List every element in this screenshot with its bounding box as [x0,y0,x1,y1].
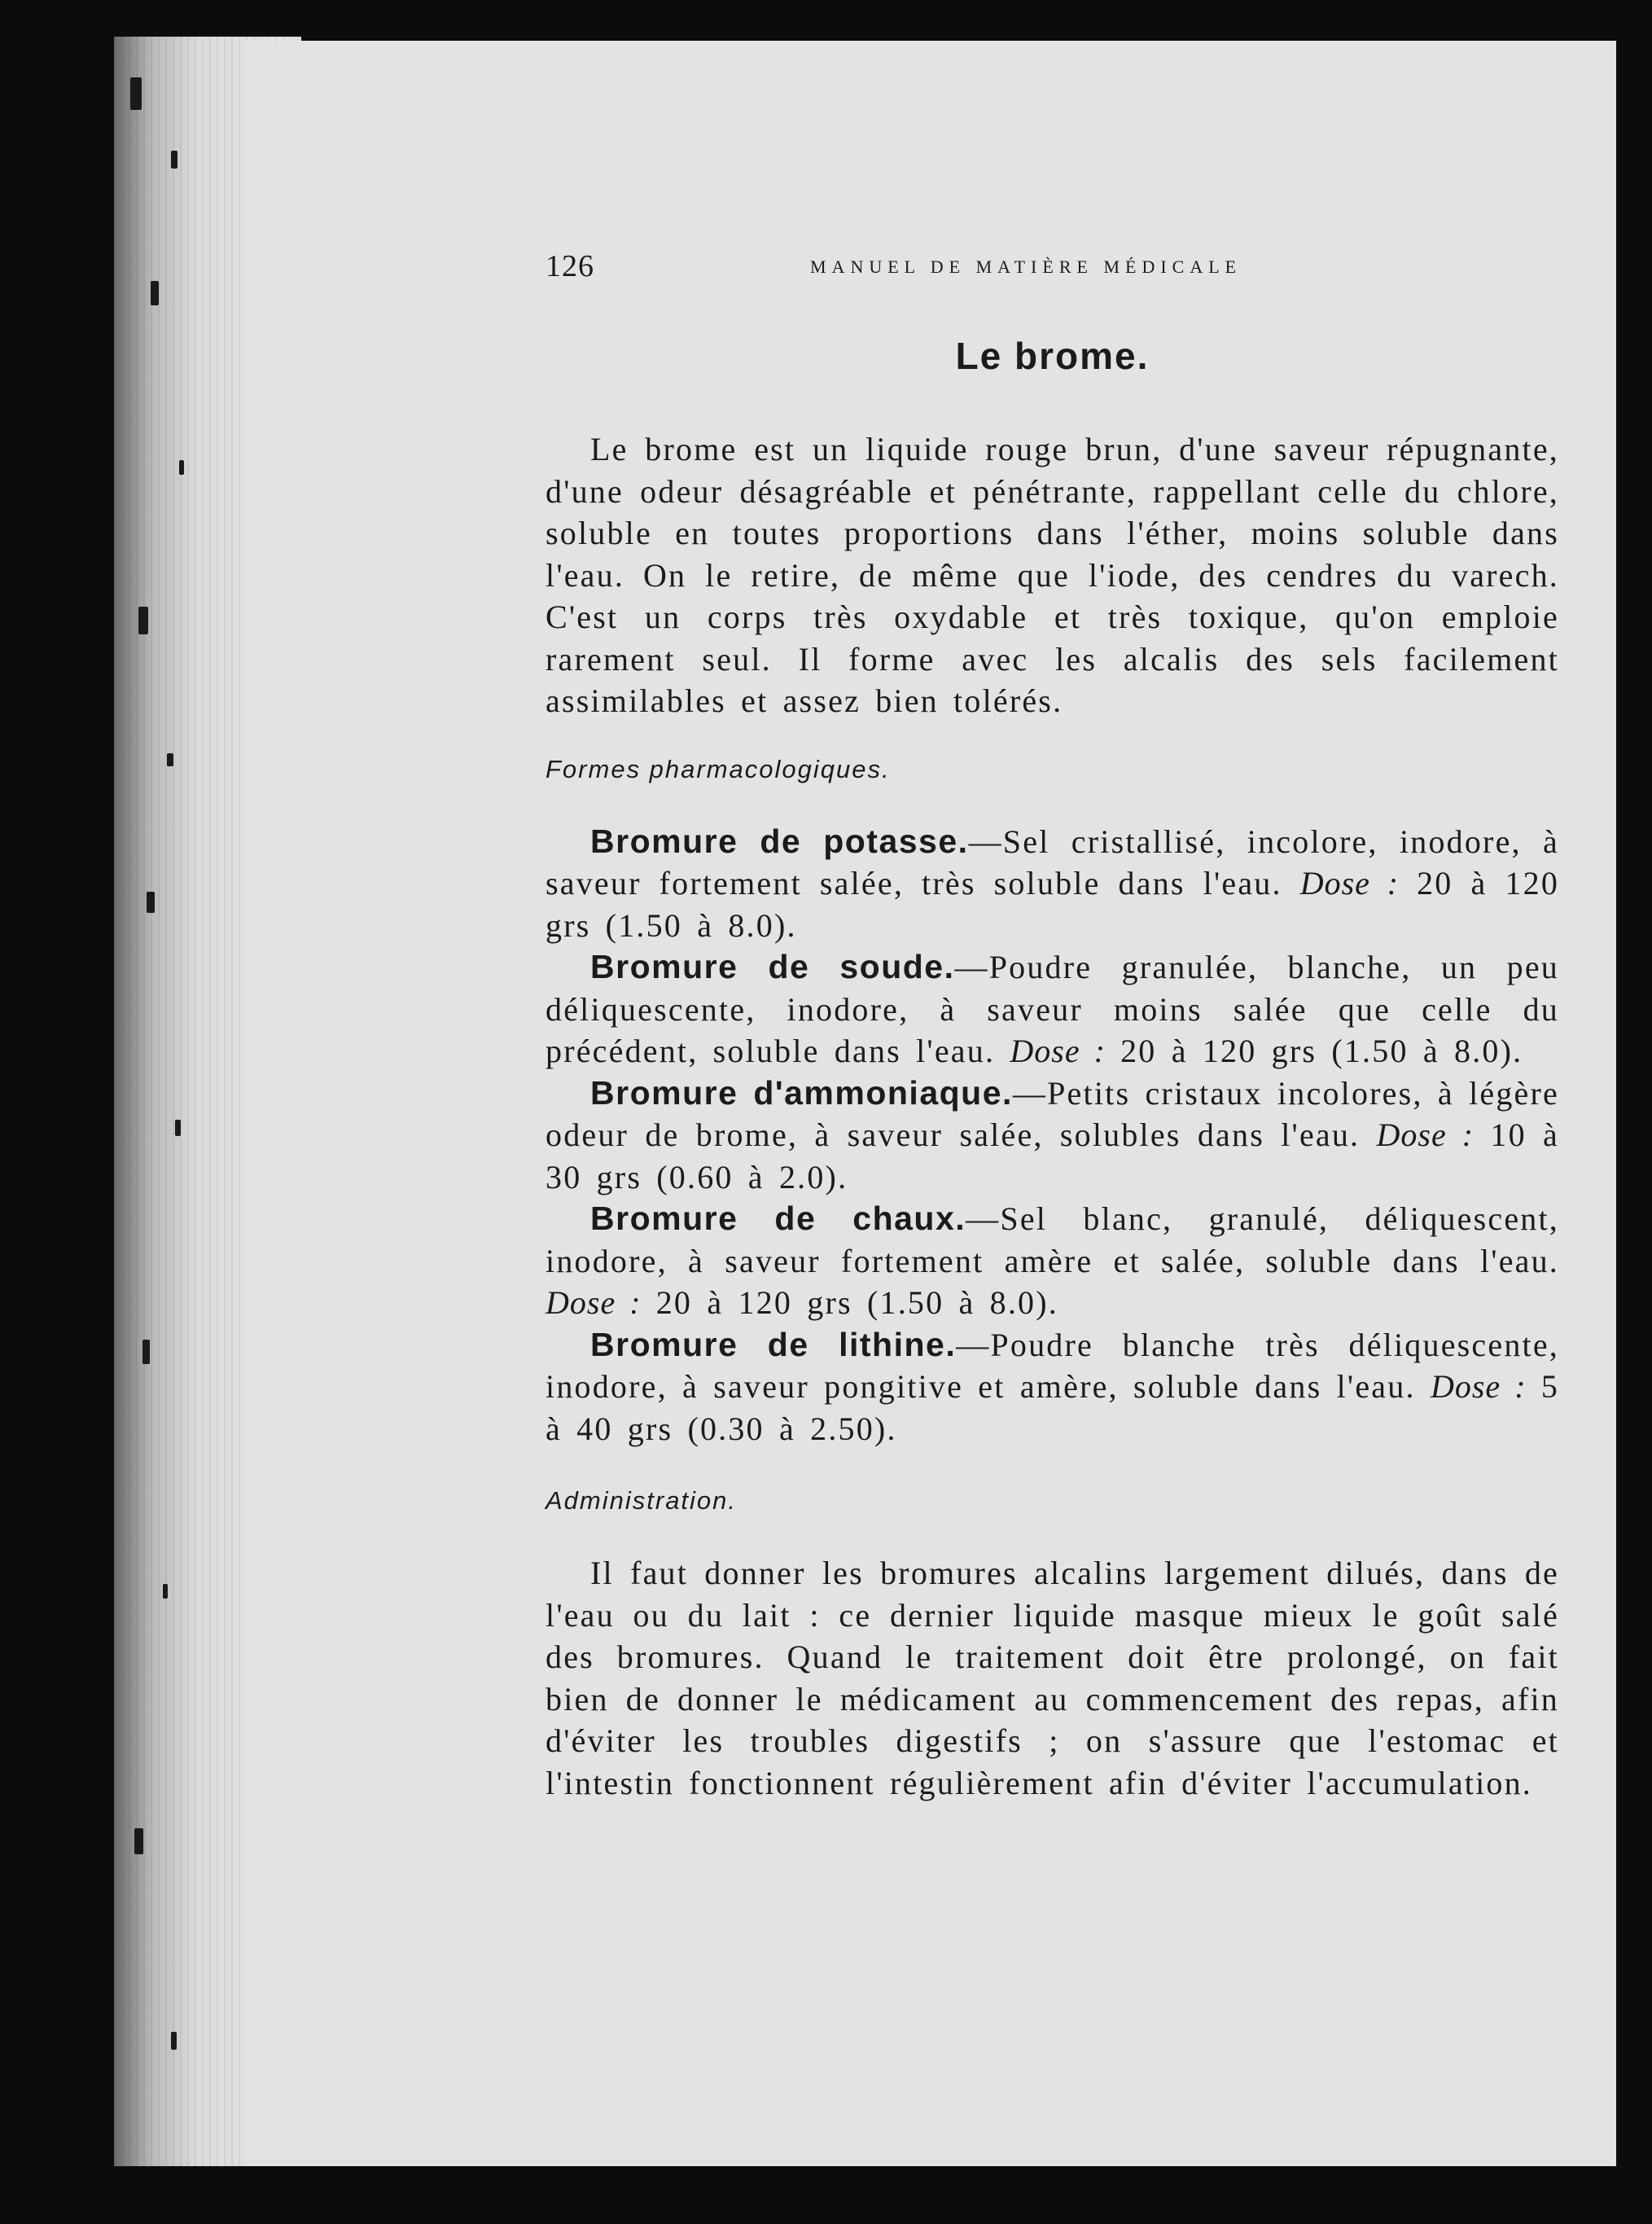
subheading-formes: Formes pharmacologiques. [546,754,891,783]
section-title: Le brome. [955,335,1150,377]
dose-label: Dose : [1376,1116,1475,1153]
running-head [546,248,1559,289]
drug-entry [546,946,1559,1073]
drug-entry [546,1198,1559,1324]
drug-description: —Sel blanc, granulé, déliquescent, inodore, à saveur fortement amère et salée, soluble dans l'eau. [546,1200,1559,1279]
drug-description: —Poudre blanche très déliquescente, inodore, à saveur pongitive et amère, soluble dans l'eau. [546,1326,1560,1405]
drug-name: Bromure de lithine. [590,1325,957,1363]
drug-description: —Sel cristallisé, incolore, inodore, à saveur fortement salée, très soluble dans l'eau. [546,822,1559,901]
dose-label: Dose : [546,1284,642,1321]
drug-name: Bromure de soude. [590,948,955,985]
page-content [546,248,1559,1804]
dose-value: 20 à 120 grs (1.50 à 8.0). [1120,1033,1523,1069]
dose-value: 20 à 120 grs (1.50 à 8.0). [546,865,1560,944]
running-title: MANUEL DE MATIÈRE MÉDICALE [810,257,1242,277]
dose-value: 10 à 30 grs (0.60 à 2.0). [546,1116,1559,1195]
drug-description: —Petits cristaux incolores, à légère odeur de brome, à saveur salée, solubles dans l'eau. [546,1074,1559,1153]
scan-border-right [1616,41,1652,2166]
drug-entry-list [546,821,1559,1450]
dose-value: 5 à 40 grs (0.30 à 2.50). [546,1368,1560,1447]
dose-label: Dose : [1299,865,1400,901]
drug-entry [546,1073,1559,1199]
subheading-administration: Administration. [546,1486,738,1515]
administration-paragraph: Il faut donner les bromures alcalins largement dilués, dans de l'eau ou du lait : ce dernier liquide masque mieux le goût salé des bromures. Quand le traitement doit être prolongé, on fait bien de donner le médicament au commencement des repas, afin d'éviter les troubles digestifs ; on s'assure que l'estomac et l'intestin fonctionnent régulièrement afin d'éviter l'accumulation. [546,1555,1559,1801]
drug-entry [546,821,1559,947]
dose-label: Dose : [1010,1033,1106,1069]
dose-value: 20 à 120 grs (1.50 à 8.0). [655,1284,1058,1321]
drug-description: —Poudre granulée, blanche, un peu déliquescente, inodore, à saveur moins salée que celle du précédent, soluble dans l'eau. [546,949,1559,1069]
dose-label: Dose : [1430,1368,1527,1405]
drug-entry [546,1324,1559,1450]
drug-name: Bromure de potasse. [590,822,969,860]
drug-name: Bromure de chaux. [590,1200,966,1237]
intro-paragraph: Le brome est un liquide rouge brun, d'une saveur répugnante, d'une odeur désagréable et pénétrante, rappellant celle du chlore, soluble en toutes proportions dans l'éther, moins soluble dans l'eau. On le retire, de même que l'iode, des cendres du varech. C'est un corps très oxydable et très toxique, qu'on emploie rarement seul. Il forme avec les alcalis des sels facilement assimilables et assez bien tolérés. [546,431,1559,719]
scan-border-bottom [0,2166,1652,2224]
drug-name: Bromure d'ammoniaque. [590,1073,1013,1112]
page-number: 126 [546,249,594,283]
